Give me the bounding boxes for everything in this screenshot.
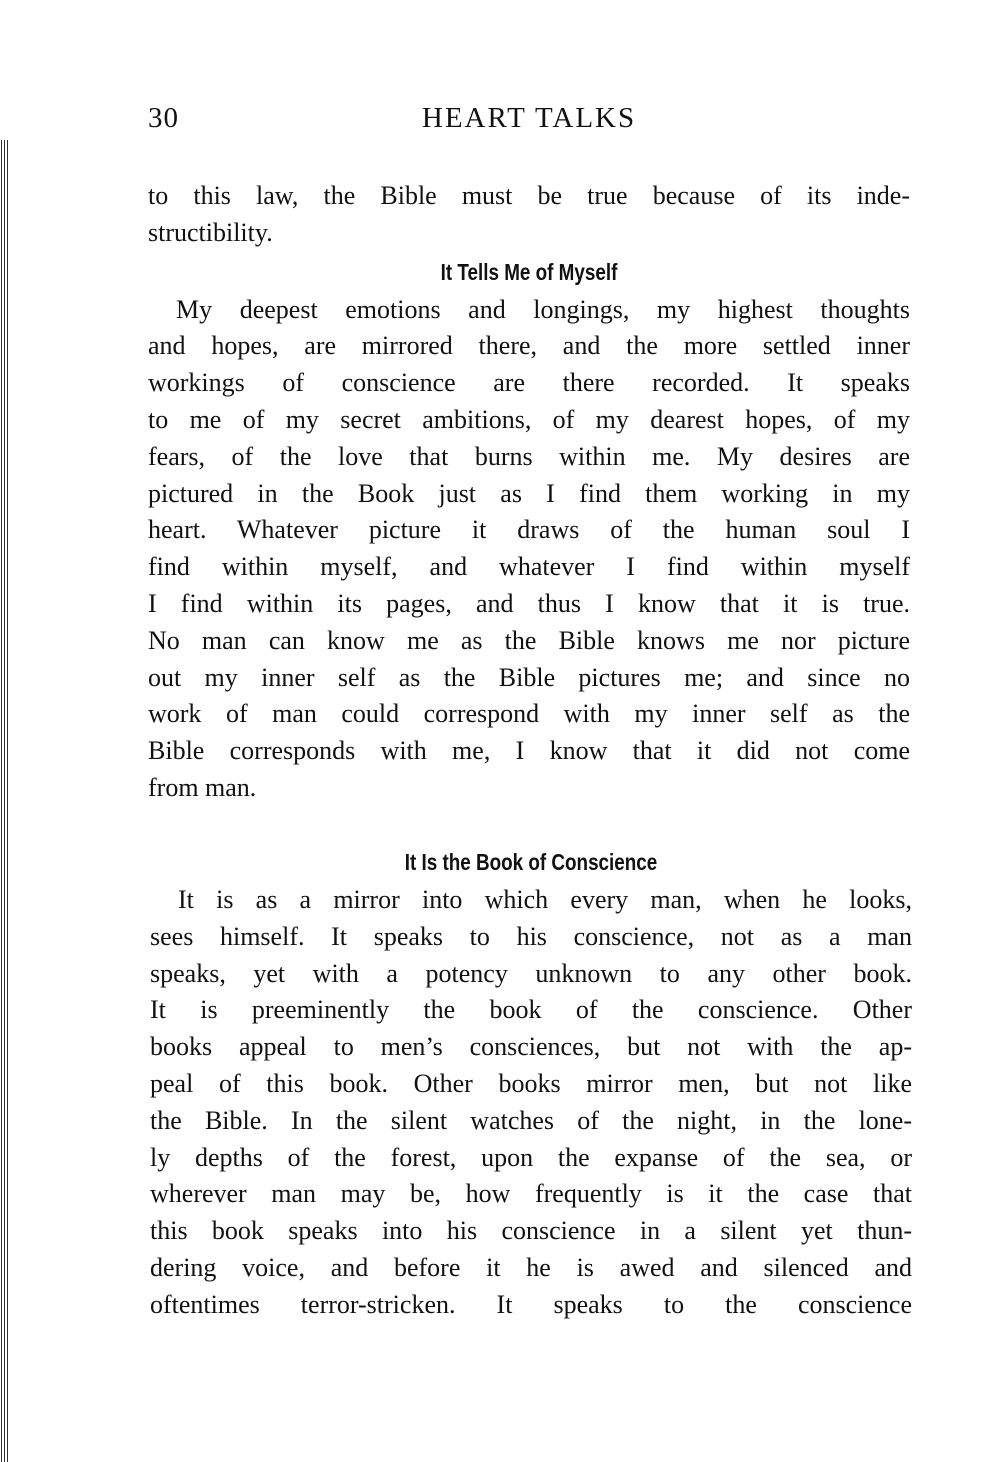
text-line: It is as a mirror into which every man, when he looks, [178,885,912,914]
page-binding-edge [0,140,10,1462]
text-line: out my inner self as the Bible pictures me; and since no [148,662,910,692]
text-line: My deepest emotions and longings, my highest thoughts [176,294,910,324]
text-line: sees himself. It speaks to his conscience, not as a man [150,921,912,951]
text-line: from man. [148,772,257,802]
text-line: and hopes, are mirrored there, and the more settled inner [148,331,910,361]
section-heading-myself: It Tells Me of Myself [440,258,618,285]
page-body-continued [150,842,912,1324]
text-line: work of man could correspond with my inner self as the [148,699,910,729]
text-line: fears, of the love that burns within me. My desires are [148,441,910,471]
running-head [148,102,910,142]
text-line: peal of this book. Other books mirror men, but not like [150,1068,912,1098]
text-line: heart. Whatever picture it draws of the human soul I [148,515,910,545]
text-line: wherever man may be, how frequently is it the case that [150,1179,912,1209]
text-line: ly depths of the forest, upon the expanse of the sea, or [150,1142,912,1172]
book-title: HEART TALKS [421,102,637,134]
text-line: It is preeminently the book of the conscience. Other [150,995,912,1025]
text-line: structibility. [148,217,273,247]
text-line: speaks, yet with a potency unknown to any other book. [150,958,912,988]
text-line: I find within its pages, and thus I know that it is true. [148,588,910,618]
text-line: No man can know me as the Bible knows me nor picture [148,625,910,655]
text-line: to this law, the Bible must be true because of its inde- [148,181,910,210]
paragraph-conscience [150,882,912,1324]
page-number: 30 [148,102,179,134]
section-heading-conscience: It Is the Book of Conscience [404,849,658,875]
text-line: oftentimes terror-stricken. It speaks to the conscience [150,1289,912,1319]
text-line: this book speaks into his conscience in a silent yet thun- [150,1216,912,1246]
text-line: Bible corresponds with me, I know that it did not come [148,736,910,766]
text-line: to me of my secret ambitions, of my dearest hopes, of my [148,404,910,434]
page-body [148,178,910,807]
text-line: the Bible. In the silent watches of the night, in the lone- [150,1105,912,1135]
text-line: books appeal to men’s consciences, but not with the ap- [150,1032,912,1062]
text-line: workings of conscience are there recorded. It speaks [148,368,910,398]
text-line: pictured in the Book just as I find them working in my [148,478,910,508]
opening-paragraph [148,178,910,252]
text-line: dering voice, and before it he is awed and silenced and [150,1252,912,1282]
paragraph-myself [148,292,910,807]
text-line: find within myself, and whatever I find within myself [148,552,910,582]
